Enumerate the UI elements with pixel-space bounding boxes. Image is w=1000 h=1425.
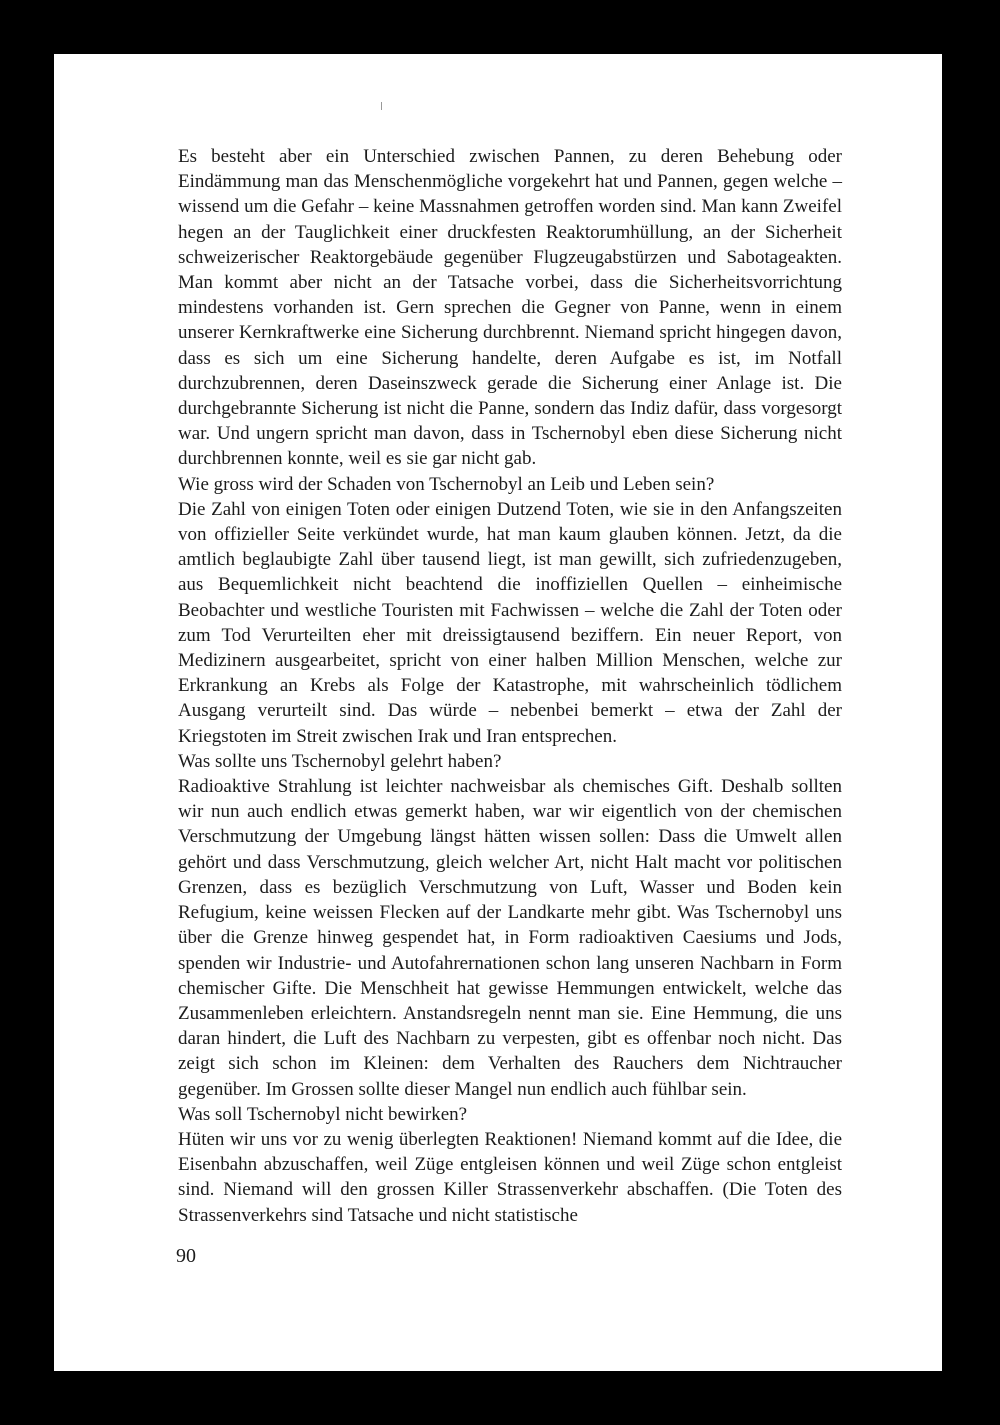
paragraph-2: Die Zahl von einigen Toten oder einigen Dutzend Toten, wie sie in den Anfangszeiten von offizieller Seite verkündet wurde, hat man kaum glauben können. Jetzt, da die amtlich beglaubigte Zahl über tausend liegt, ist man gewillt, sich zufriedenzugeben, aus Bequemlichkeit nicht beachtend die inoffiziellen Quellen – einheimische Beobachter und westliche Touristen mit Fachwissen – welche die Zahl der Toten oder zum Tod Verurteilten eher mit dreissigtausend beziffern. Ein neuer Report, von Medizinern ausgearbeitet, spricht von einer halben Million Menschen, welche zur Erkrankung an Krebs als Folge der Katastrophe, mit wahrscheinlich tödlichem Ausgang verurteilt sind. Das würde – nebenbei bemerkt – etwa der Zahl der Kriegstoten im Streit zwischen Irak und Iran entsprechen.	[178, 498, 842, 747]
paragraph-1: Es besteht aber ein Unterschied zwischen Pannen, zu deren Behebung oder Eindämmung man das Menschenmögliche vorgekehrt hat und Pannen, gegen welche – wissend um die Gefahr – keine Massnahmen getroffen worden sind. Man kann Zweifel hegen an der Tauglichkeit einer druckfesten Reaktorumhüllung, an der Sicherheit schweizerischer Reaktorgebäude gegenüber Flugzeugabstürzen und Sabotageakten. Man kommt aber nicht an der Tatsache vorbei, dass die Sicherheitsvorrichtung mindestens vorhanden ist. Gern sprechen die Gegner von Panne, wenn in einem unserer Kernkraftwerke eine Sicherung durchbrennt. Niemand spricht hingegen davon, dass es sich um eine Sicherung handelte, deren Aufgabe es ist, im Notfall durchzubrennen, deren Daseinszweck gerade die Sicherung einer Anlage ist. Die durchgebrannte Sicherung ist nicht die Panne, sondern das Indiz dafür, dass vorgesorgt war. Und ungern spricht man davon, dass in Tschernobyl eben diese Sicherung nicht durchbrennen konnte, weil es sie gar nicht gab.	[178, 146, 842, 470]
question-3: Was soll Tschernobyl nicht bewirken?	[178, 1103, 468, 1125]
scan-mark	[381, 102, 382, 110]
body-text	[178, 144, 842, 1228]
page-number: 90	[176, 1245, 196, 1267]
paragraph-3: Radioaktive Strahlung ist leichter nachweisbar als chemisches Gift. Deshalb sollten wir nun auch endlich etwas gemerkt haben, war wir eigentlich von der chemischen Verschmutzung der Umgebung längst hätten wissen sollen: Dass die Umwelt allen gehört und dass Verschmutzung, gleich welcher Art, nicht Halt macht vor politischen Grenzen, dass es bezüglich Verschmutzung von Luft, Wasser und Boden kein Refugium, keine weissen Flecken auf der Landkarte mehr gibt. Was Tschernobyl uns über die Grenze hinweg gespendet hat, in Form radioaktiven Caesiums und Jods, spenden wir Industrie- und Autofahrernationen schon lang unseren Nachbarn in Form chemischer Gifte. Die Menschheit hat gewisse Hemmungen entwickelt, welche das Zusammenleben erleichtern. Anstandsregeln nennt man sie. Eine Hemmung, die uns daran hindert, die Luft des Nachbarn zu verpesten, gibt es offenbar noch nicht. Das zeigt sich schon im Kleinen: dem Verhalten des Rauchers dem Nichtraucher gegenüber. Im Grossen sollte dieser Mangel nun endlich auch fühlbar sein.	[178, 776, 842, 1100]
document-page	[54, 54, 942, 1371]
paragraph-4: Hüten wir uns vor zu wenig überlegten Reaktionen! Niemand kommt auf die Idee, die Eisenbahn abzuschaffen, weil Züge entgleisen können und weil Züge schon entgleist sind. Niemand will den grossen Killer Strassenverkehr abschaffen. (Die Toten des Strassenverkehrs sind Tatsache und nicht statistische	[178, 1128, 842, 1226]
question-1: Wie gross wird der Schaden von Tschernobyl an Leib und Leben sein?	[178, 473, 715, 495]
question-2: Was sollte uns Tschernobyl gelehrt haben?	[178, 750, 502, 772]
